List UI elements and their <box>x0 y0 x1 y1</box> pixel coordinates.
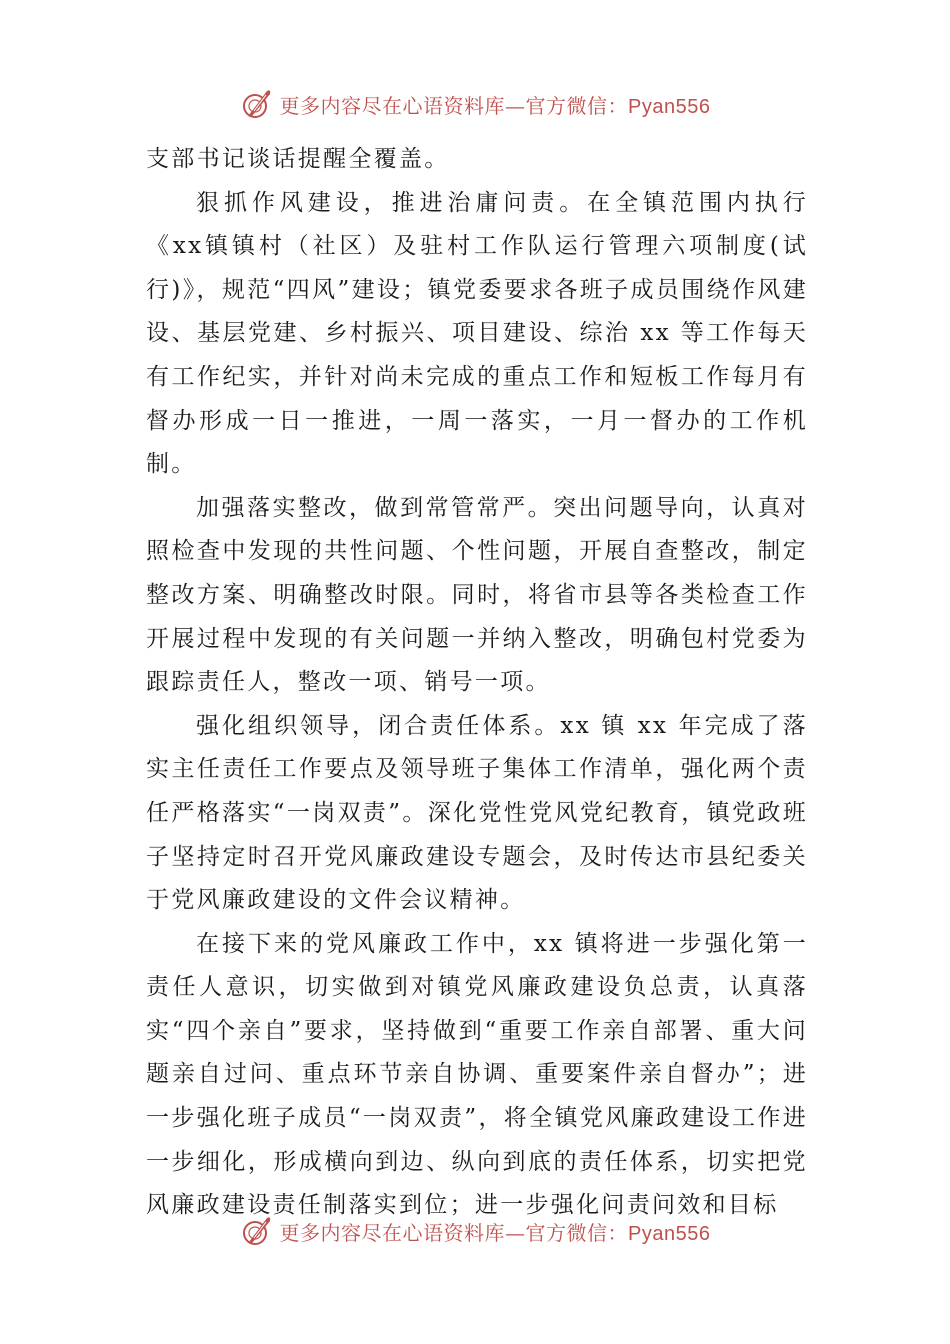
quill-logo-icon <box>240 1214 274 1248</box>
paragraph-style-building: 狠抓作风建设，推进治庸问责。在全镇范围内执行《xx镇镇村（社区）及驻村工作队运行管理六项制度(试行)》，规范“四风”建设；镇党委要求各班子成员围绕作风建设、基层党建、乡村振兴、项目建设、综治 xx 等工作每天有工作纪实，并针对尚未完成的重点工作和短板工作每月有督办形成一日一推进，一周一落实，一月一督办的工作机制。 <box>146 189 808 478</box>
footer-banner-text: 更多内容尽在心语资料库—官方微信：Pyan556 <box>279 1220 711 1245</box>
document-body <box>146 138 808 1228</box>
paragraph-rectification: 加强落实整改，做到常管常严。突出问题导向，认真对照检查中发现的共性问题、个性问题，开展自查整改，制定整改方案、明确整改时限。同时，将省市县等各类检查工作开展过程中发现的有关问题一并纳入整改，明确包村党委为跟踪责任人，整改一项、销号一项。 <box>146 494 808 696</box>
paragraph-next-steps: 在接下来的党风廉政工作中，xx 镇将进一步强化第一责任人意识，切实做到对镇党风廉政建设负总责，认真落实“四个亲自”要求，坚持做到“重要工作亲自部署、重大问题亲自过问、重点环节亲自协调、重要案件亲自督办”；进一步强化班子成员“一岗双责”，将全镇党风廉政建设工作进一步细化，形成横向到边、纵向到底的责任体系，切实把党风廉政建设责任制落实到位；进一步强化问责问效和目标 <box>146 930 808 1219</box>
header-banner-text: 更多内容尽在心语资料库—官方微信：Pyan556 <box>279 93 711 118</box>
paragraph-continuation: 支部书记谈话提醒全覆盖。 <box>146 146 450 172</box>
quill-logo-icon <box>240 87 274 121</box>
footer-banner <box>0 1211 950 1251</box>
header-banner <box>0 84 950 124</box>
paragraph-leadership: 强化组织领导，闭合责任体系。xx 镇 xx 年完成了落实主任责任工作要点及领导班子集体工作清单，强化两个责任严格落实“一岗双责”。深化党性党风党纪教育，镇党政班子坚持定时召开党风廉政建设专题会，及时传达市县纪委关于党风廉政建设的文件会议精神。 <box>146 712 808 914</box>
